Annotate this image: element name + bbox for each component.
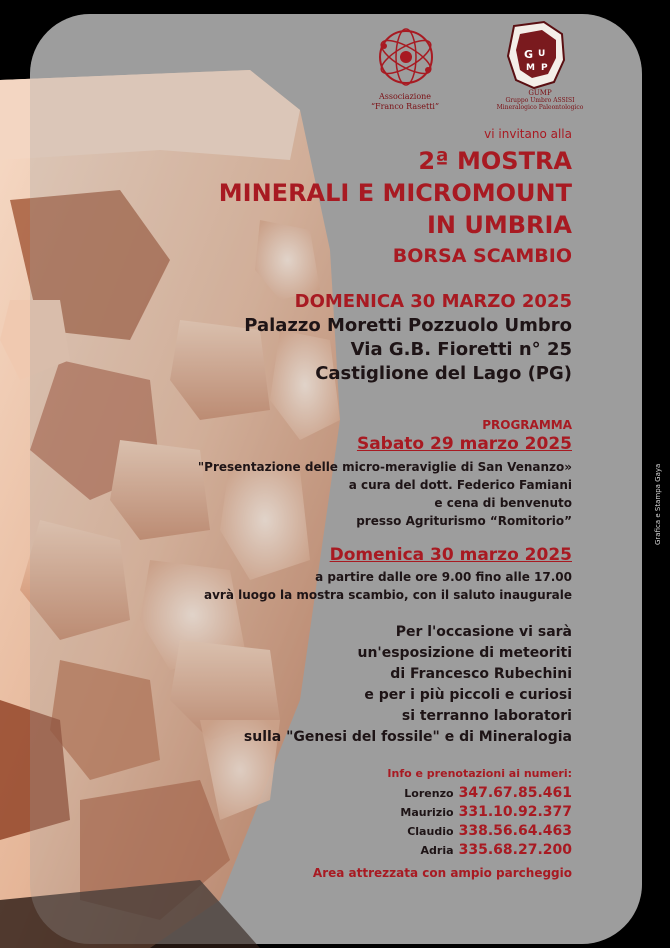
svg-text:M: M xyxy=(526,63,535,73)
venue-street: Via G.B. Fioretti n° 25 xyxy=(350,339,572,360)
gump-line2: Gruppo Umbro ASSISI xyxy=(505,97,575,104)
day1-title: Sabato 29 marzo 2025 xyxy=(356,434,572,454)
day1-line-3: e cena di benvenuto xyxy=(434,496,572,510)
extras-line-1: Per l'occasione vi sarà xyxy=(395,624,572,640)
extras-line-2: un'esposizione di meteoriti xyxy=(357,645,572,661)
contact-row xyxy=(407,820,572,839)
extras-line-3: di Francesco Rubechini xyxy=(390,666,572,682)
svg-text:G: G xyxy=(524,48,534,61)
assoc-line1: Associazione xyxy=(378,92,432,101)
contact-name: Maurizio xyxy=(400,806,454,819)
venue-date: DOMENICA 30 MARZO 2025 xyxy=(294,291,572,312)
title-line-1: 2ª MOSTRA xyxy=(418,147,572,175)
extras-line-4: e per i più piccoli e curiosi xyxy=(364,687,572,703)
title-line-3: IN UMBRIA xyxy=(426,211,572,239)
contact-row xyxy=(404,782,572,801)
svg-text:U: U xyxy=(538,49,546,59)
day1-line-2: a cura del dott. Federico Famiani xyxy=(348,478,572,492)
contact-phone: 347.67.85.461 xyxy=(458,785,572,801)
day1-line-1: "Presentazione delle micro-meraviglie di San Venanzo» xyxy=(197,460,572,474)
venue-place: Palazzo Moretti Pozzuolo Umbro xyxy=(244,315,572,336)
contact-row xyxy=(421,839,572,858)
subtitle: BORSA SCAMBIO xyxy=(392,245,572,267)
program-heading: PROGRAMMA xyxy=(482,418,572,432)
contact-name: Adria xyxy=(420,844,454,857)
title-line-2: MINERALI E MICROMOUNT xyxy=(218,179,572,207)
venue-town: Castiglione del Lago (PG) xyxy=(315,363,572,384)
contact-phone: 331.10.92.377 xyxy=(458,804,572,820)
contacts-heading: Info e prenotazioni ai numeri: xyxy=(387,767,572,780)
gump-line3: Mineralogico Paleontologico xyxy=(496,104,584,111)
print-credit: Grafica e Stampa Gaya xyxy=(654,463,662,545)
extras-line-5: si terranno laboratori xyxy=(401,708,572,724)
gump-line1: GUMP xyxy=(528,89,552,97)
contact-name: Claudio xyxy=(407,825,454,838)
extras-line-6: sulla "Genesi del fossile" e di Mineralogia xyxy=(243,729,572,745)
contact-row xyxy=(400,801,572,820)
day2-line-1: a partire dalle ore 9.00 fino alle 17.00 xyxy=(315,570,572,584)
day2-title: Domenica 30 marzo 2025 xyxy=(329,545,572,565)
parking-note: Area attrezzata con ampio parcheggio xyxy=(312,866,572,880)
assoc-line2: “Franco Rasetti” xyxy=(370,102,440,111)
day1-line-4: presso Agriturismo “Romitorio” xyxy=(356,514,572,528)
day2-line-2: avrà luogo la mostra scambio, con il saluto inaugurale xyxy=(203,588,572,602)
svg-text:P: P xyxy=(541,63,548,73)
invite-text: vi invitano alla xyxy=(484,127,572,141)
contact-name: Lorenzo xyxy=(404,787,454,800)
contact-phone: 338.56.64.463 xyxy=(458,823,572,839)
contact-phone: 335.68.27.200 xyxy=(458,842,572,858)
